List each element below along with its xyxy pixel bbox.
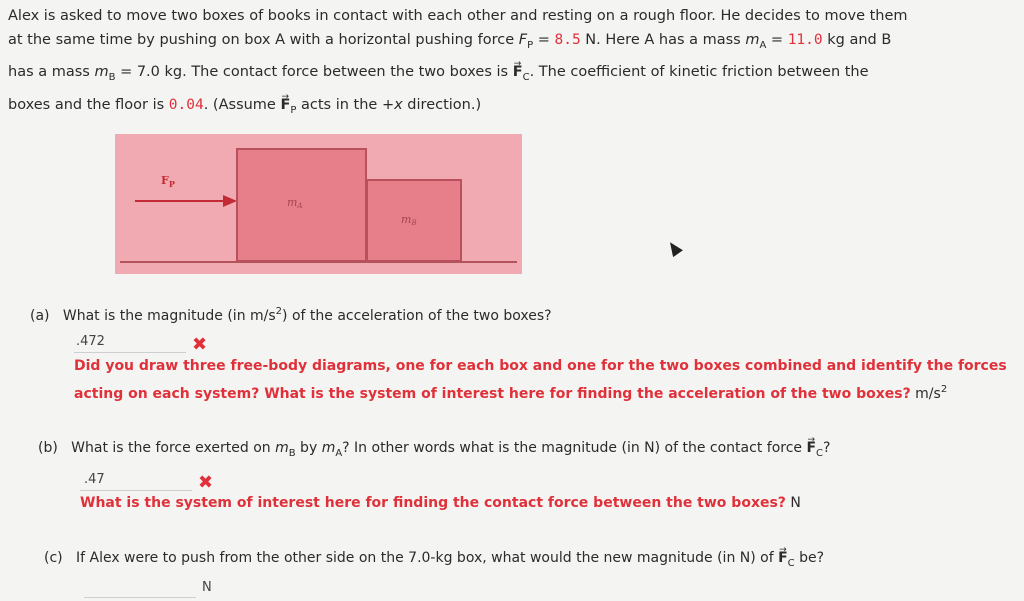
problem-text: boxes and the floor is [8,97,169,113]
part-b-text: by [295,440,322,456]
problem-line-3 [8,62,869,88]
push-arrow [135,200,235,202]
box-b-label-text: m [401,213,412,226]
part-b-text: ? [823,440,831,456]
fp-figure-label-text: F [161,174,169,187]
box-a-label [287,196,303,210]
problem-text: kg and B [822,32,892,48]
mouse-cursor-icon [665,239,683,257]
part-a-answer-underline [74,352,186,353]
fp-vector: → F [280,97,290,113]
part-a-question [30,302,552,326]
incorrect-icon: ✖ [192,334,208,355]
x-symbol: x [394,97,403,113]
fp-figure-label [161,174,175,189]
part-a-feedback-1: Did you draw three free-body diagrams, one for each box and one for the two boxes combined and identify the forces [74,358,1007,374]
problem-text: has a mass [8,64,95,80]
incorrect-icon: ✖ [198,472,214,493]
part-a-unit-sup: 2 [940,384,948,395]
ma-symbol: m [745,32,760,48]
fp-subscript: P [290,105,297,116]
fc-vector: → F [806,440,816,456]
part-a-feedback-2 [74,378,947,406]
mb-subscript: B [288,448,296,459]
problem-text: = [766,32,788,48]
fc-subscript: C [787,558,795,569]
fc-vector: → F [778,550,788,566]
part-a-text: ) of the acceleration of the two boxes? [282,308,552,324]
box-a-label-text: m [287,196,298,209]
part-c-text: be? [794,550,825,566]
part-b-answer-input[interactable]: .47 [84,472,105,487]
box-b-label [401,213,417,227]
part-b-unit: N [785,495,801,511]
box-a [236,148,367,262]
part-b-tag: (b) [38,440,58,456]
part-c-answer-input[interactable] [86,580,196,596]
problem-text: . (Assume [203,97,281,113]
ma-subscript: A [335,448,343,459]
part-c-question [44,548,824,574]
part-b-text: ? In other words what is the magnitude (in N) of the contact force [342,440,807,456]
part-b-question [38,438,830,464]
part-c-tag: (c) [44,550,63,566]
part-b-feedback [80,491,801,515]
problem-text: Alex is asked to move two boxes of books in contact with each other and resting on a rough floor. He decides to move them [8,8,908,24]
part-a-sup: 2 [275,306,283,317]
floor-line [120,261,517,263]
mb-symbol: m [275,440,289,456]
part-a-answer-input[interactable]: .472 [76,334,105,349]
fc-subscript: C [522,72,530,83]
box-b [366,179,462,262]
fc-subscript: C [816,448,824,459]
part-c-unit: N [202,580,212,595]
part-c-text: If Alex were to push from the other side on the 7.0-kg box, what would the new magnitude (in N) of [75,550,779,566]
part-a-tag: (a) [30,308,50,324]
ma-value: 11.0 [787,32,823,48]
problem-text: . The coefficient of kinetic friction between the [529,64,869,80]
mb-subscript: B [108,72,116,83]
fp-subscript: P [527,40,534,51]
ma-symbol: m [321,440,336,456]
problem-text: = 7.0 kg. The contact force between the two boxes is [115,64,513,80]
part-a-text: What is the magnitude (in m/s [62,308,276,324]
part-a-feedback-text: acting on each system? What is the system of interest here for finding the acceleration of the two boxes? [74,386,911,402]
mb-symbol: m [94,64,109,80]
problem-line-4 [8,95,481,121]
problem-text: at the same time by pushing on box A with a horizontal pushing force [8,32,519,48]
problem-text: direction.) [402,97,482,113]
box-b-label-sub: B [411,219,417,227]
problem-line-1 [8,6,908,26]
problem-text: = [533,32,555,48]
part-a-unit: m/s [910,386,941,402]
boxes-figure [115,134,522,274]
ma-subscript: A [759,40,767,51]
fc-vector: → F [513,64,523,80]
part-b-text: What is the force exerted on [71,440,276,456]
fp-value: 8.5 [554,32,581,48]
fp-symbol: F [518,32,528,48]
mu-value: 0.04 [168,97,204,113]
problem-line-2 [8,30,891,56]
part-b-feedback-text: What is the system of interest here for finding the contact force between the two boxes? [80,495,786,511]
problem-text: acts in the + [296,97,395,113]
box-a-label-sub: A [297,202,303,210]
problem-text: N. Here A has a mass [580,32,746,48]
fp-figure-label-sub: P [168,179,175,189]
push-arrow-head [223,195,237,207]
part-c-answer-underline [84,597,196,598]
